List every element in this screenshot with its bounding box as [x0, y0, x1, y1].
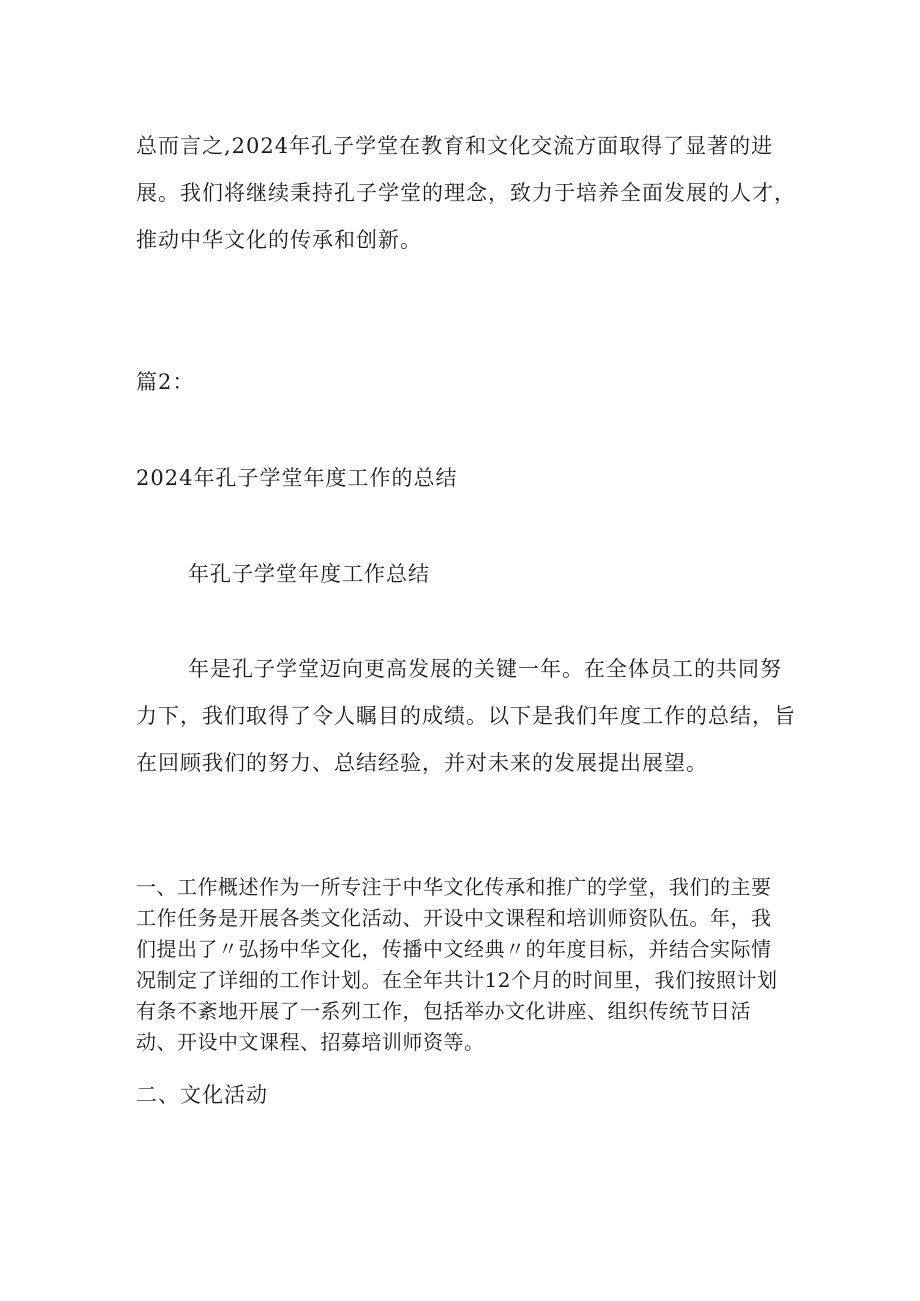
section-label: 篇2：: [136, 370, 195, 394]
section-heading-cultural-activities: 二、文化活动: [136, 1083, 268, 1107]
work-overview-paragraph: 一、工作概述作为一所专注于中华文化传承和推广的学堂，我们的主要工作任务是开展各类文化活动、开设中文课程和培训师资队伍。年，我们提出了〃弘扬中华文化，传播中文经典〃的年度目标，并结合实际情况制定了详细的工作计划。在全年共计12个月的时间里，我们按照计划有条不紊地开展了一系列工作，包括举办文化讲座、组织传统节日活动、开设中文课程、招募培训师资等。: [136, 875, 778, 1054]
intro-paragraph: 年是孔子学堂迈向更高发展的关键一年。在全体员工的共同努力下，我们取得了令人瞩目的成绩。以下是我们年度工作的总结，旨在回顾我们的努力、总结经验，并对未来的发展提出展望。: [136, 657, 796, 775]
conclusion-paragraph: 总而言之,2024年孔子学堂在教育和文化交流方面取得了显著的进展。我们将继续秉持孔子学堂的理念，致力于培养全面发展的人才，推动中华文化的传承和创新。: [136, 134, 796, 252]
article-subtitle: 年孔子学堂年度工作总结: [188, 562, 430, 586]
article-title: 2024年孔子学堂年度工作的总结: [136, 466, 458, 490]
